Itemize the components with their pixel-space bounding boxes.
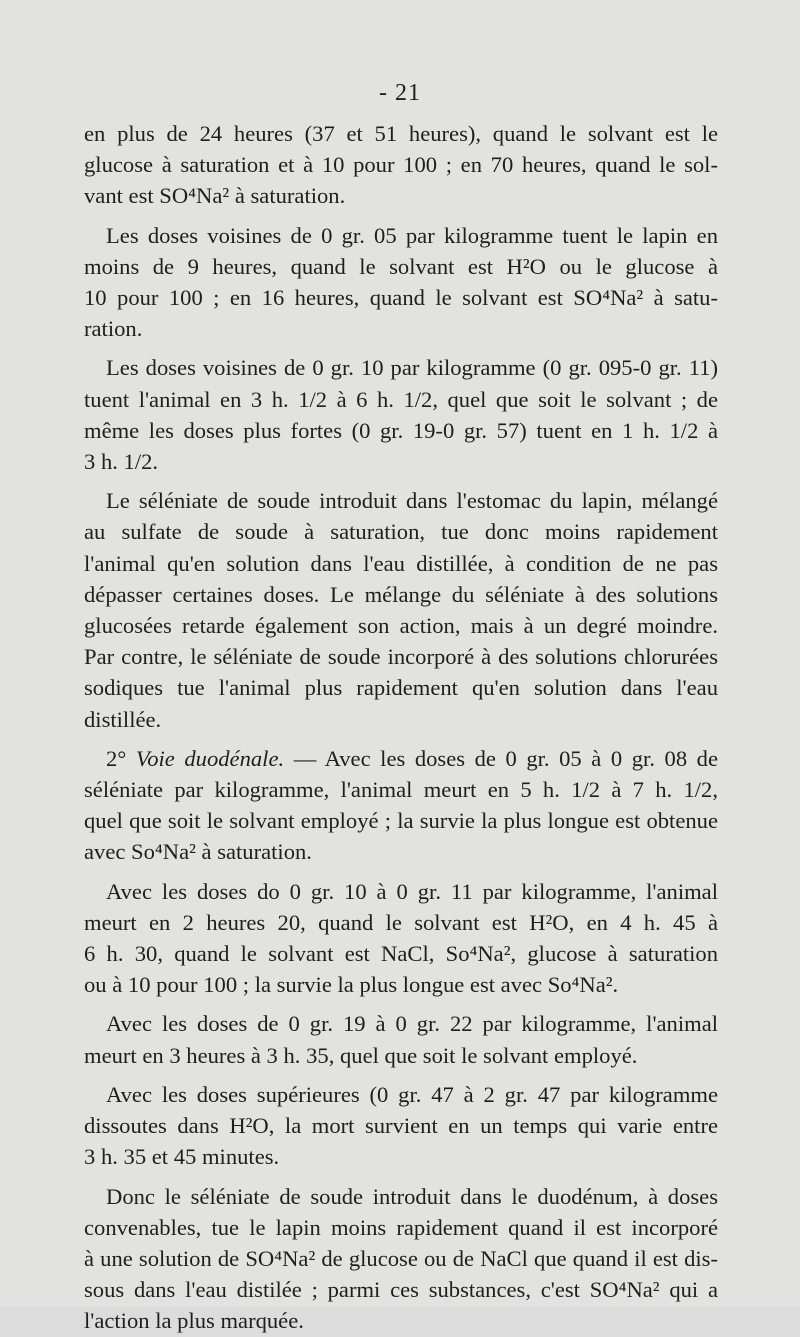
paragraph-6: [84, 876, 718, 1001]
section-heading: Voie duodénale.: [135, 745, 285, 771]
text-line: en plus de 24 heures (37 et 51 heures), quand le solvant est le: [84, 121, 718, 146]
text-line: à une solution de SO⁴Na² de glucose ou de NaCl que quand il est dis-: [84, 1245, 718, 1271]
text-line: Le séléniate de soude introduit dans l'estomac du lapin, mélangé: [106, 488, 718, 514]
text-line: sous dans l'eau distilée ; parmi ces substances, c'est SO⁴Na² qui a: [84, 1277, 718, 1303]
section-number: 2°: [106, 745, 136, 771]
text-line: meurt en 2 heures 20, quand le solvant est H²O, en 4 h. 45 à: [84, 909, 718, 935]
paragraph-1: [84, 118, 718, 212]
text-line: 3 h. 1/2.: [84, 449, 159, 475]
paragraph-3: [84, 352, 718, 477]
text-line: 3 h. 35 et 45 minutes.: [84, 1144, 280, 1170]
paragraph-5: [84, 743, 718, 868]
text-line: sodiques tue l'animal plus rapidement qu'en solution dans l'eau: [84, 675, 718, 701]
text-line: moins de 9 heures, quand le solvant est H²O ou le glucose à: [84, 253, 718, 279]
text-line: Avec les doses do 0 gr. 10 à 0 gr. 11 par kilogramme, l'animal: [106, 878, 718, 904]
text-line: convenables, tue le lapin moins rapidement quand il est incorporé: [84, 1214, 718, 1240]
text-line: tuent l'animal en 3 h. 1/2 à 6 h. 1/2, quel que soit le solvant ; de: [84, 386, 718, 412]
text-line: vant est SO⁴Na² à saturation.: [84, 183, 346, 209]
paragraph-9: [84, 1181, 718, 1337]
text-line: [84, 743, 718, 774]
text-line: quel que soit le solvant employé ; la survie la plus longue est obtenue: [84, 808, 718, 834]
text-line: Avec les doses de 0 gr. 19 à 0 gr. 22 par kilogramme, l'animal: [106, 1011, 718, 1037]
text-line: Les doses voisines de 0 gr. 10 par kilogramme (0 gr. 095-0 gr. 11): [106, 355, 718, 381]
text-line: au sulfate de soude à saturation, tue donc moins rapidement: [84, 519, 718, 545]
text-line: Donc le séléniate de soude introduit dans le duodénum, à doses: [106, 1183, 718, 1209]
text-line: l'action la plus marquée.: [84, 1308, 304, 1334]
text-line: glucose à saturation et à 10 pour 100 ; en 70 heures, quand le sol-: [84, 152, 718, 178]
text-line: avec So⁴Na² à saturation.: [84, 839, 312, 865]
text-line: 10 pour 100 ; en 16 heures, quand le solvant est SO⁴Na² à satu-: [84, 285, 718, 311]
paragraph-8: [84, 1079, 718, 1173]
text-line: séléniate par kilogramme, l'animal meurt en 5 h. 1/2 à 7 h. 1/2,: [84, 777, 718, 803]
paragraph-7: [84, 1008, 718, 1070]
text-line: Avec les doses supérieures (0 gr. 47 à 2 gr. 47 par kilogramme: [106, 1081, 718, 1107]
page-number: - 21: [379, 80, 421, 106]
text-line: 6 h. 30, quand le solvant est NaCl, So⁴Na², glucose à saturation: [84, 941, 718, 967]
paragraph-2: [84, 220, 718, 345]
text-line: ou à 10 pour 100 ; la survie la plus longue est avec So⁴Na².: [84, 972, 619, 998]
text-fragment: — Avec les doses de 0 gr. 05 à 0 gr. 08 de: [284, 745, 718, 771]
text-line: Par contre, le séléniate de soude incorporé à des solutions chlorurées: [84, 644, 718, 670]
text-line: meurt en 3 heures à 3 h. 35, quel que soit le solvant employé.: [84, 1042, 638, 1068]
text-line: dépasser certaines doses. Le mélange du séléniate à des solutions: [84, 581, 718, 607]
body-text: [84, 118, 718, 1337]
text-line: même les doses plus fortes (0 gr. 19-0 gr. 57) tuent en 1 h. 1/2 à: [84, 417, 718, 443]
text-line: Les doses voisines de 0 gr. 05 par kilogramme tuent le lapin en: [106, 222, 718, 248]
text-line: dissoutes dans H²O, la mort survient en un temps qui varie entre: [84, 1113, 718, 1139]
text-line: l'animal qu'en solution dans l'eau distillée, à condition de ne pas: [84, 550, 718, 576]
text-line: ration.: [84, 316, 143, 342]
text-line: glucosées retarde également son action, mais à un degré moindre.: [84, 613, 718, 639]
text-line: distillée.: [84, 706, 162, 732]
paragraph-4: [84, 485, 718, 735]
